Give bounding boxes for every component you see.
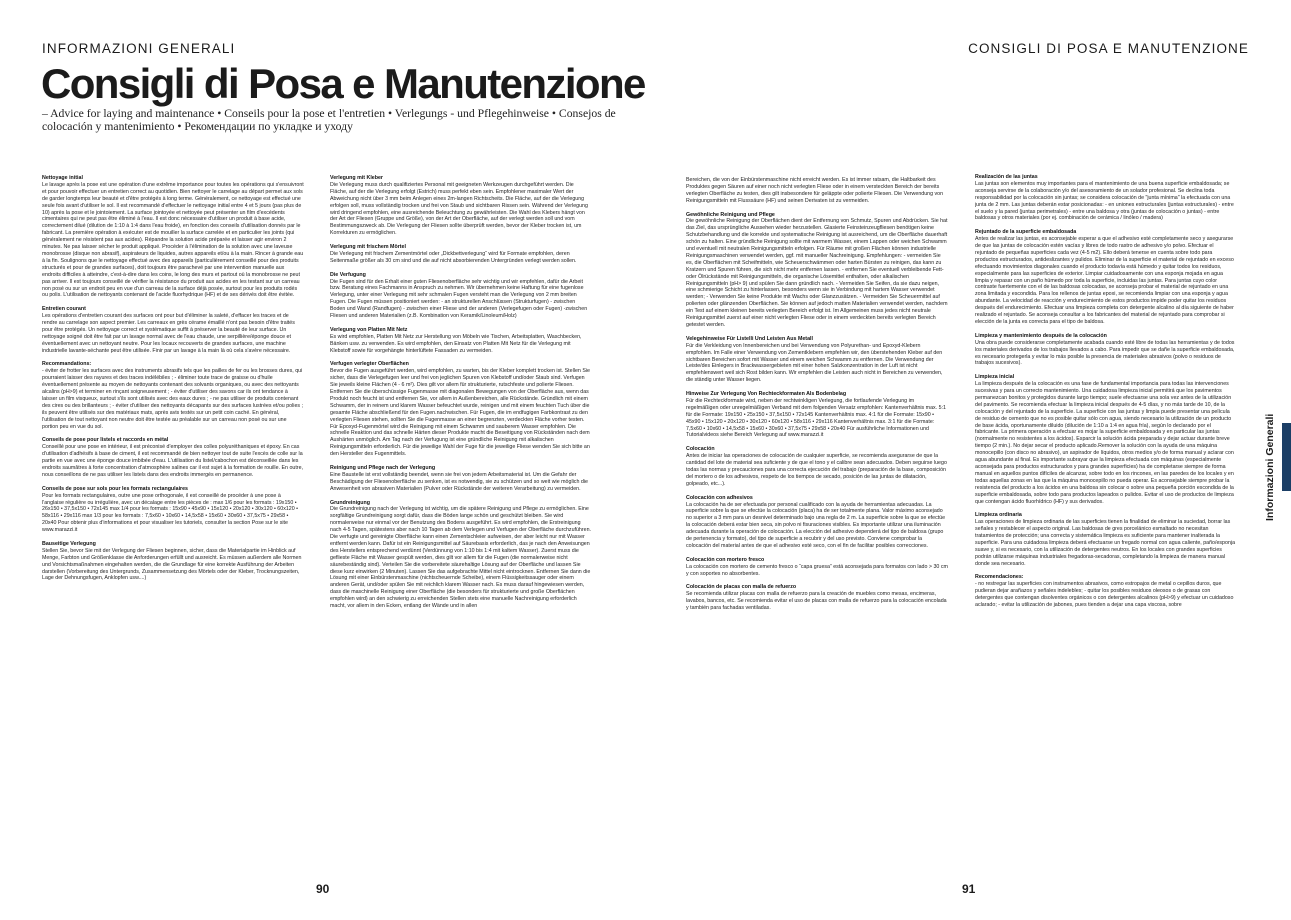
section-body: Für die Rechteckformate wird, neben der rechtwinkligen Verlegung, die fortlaufende Verlegung im regelmäßigen oder unregelmäßigen Verband mit dem folgenden Versatz empfohlen: Kantenverhältnis max. 5:1 für die Formate: 19x150 • 25x150 • 37,5x150 • 72x145 Kantenverhältnis max. 4:1 für die Formate: 15x90 • 45x90 • 15x120 • 20x120 • 30x120 • 60x120 • 58x116 • 29x116 Kantenverhältnis max. 3:1 für die Formate: 7,5x60 • 10x60 • 14,5x58 • 15x60 • 30x60 • 37,5x75 • 29x58 • 20x40 Für ausführliche Informationen und Tutorialvideos siehe Bereich Verlegung auf www.marazzi.it [686, 397, 946, 439]
text-column-4 [975, 174, 1237, 864]
text-section [42, 486, 304, 534]
section-body: La limpieza después de la colocación es una fase de fundamental importancia para todas las intervenciones sucesivas y para un correcto mantenimiento. Una cuidadosa limpieza inicial permitirá que los pavimentos permanezcan bonitos y protegidos durante largo tiempo; suele efectuarse una sola vez antes de la utilización del pavimento. Se recomienda efectuar la limpieza inicial después de 4-5 días, y no más tarde de 10, de la colocación y del rejuntado de la superficie. La superficie con las juntas y limpia puede presentar una película de residuo de cemento que no es posible quitar sólo con agua, siendo necesario la utilización de un producto de base ácida, oportunamente diluido (dilución de 1:10 a 1:4 en agua fría), según lo declarado por el fabricante. La primera operación a efectuar es mojar la superficie embaldosada y en particular las juntas (normalmente no resistentes a los ácidos). Esparcir la solución ácida preparada y dejar actuar durante breve tiempo (2 min.). No dejar secar el producto aplicado.Remover la solución con la ayuda de una máquina monocepillo (con disco no abrasivo), un aspirador de líquidos, otros medios y/o de forma manual y aclarar con agua abundante al final. Es importante subrayar que la limpieza efectuada con máquinas (especialmente aconsejada para productos estructurados y para grandes superficies) ha de completarse siempre de forma manual en aquellos puntos difíciles de alcanzar, sobre todo en los rincones, en las paredes de los locales y en todas aquellas zonas en las que la máquina monocepillo no pueda operar. Es aconsejable siempre probar la resistencia del producto a los ácidos en una baldosa sin colocar o sobre una pequeña porción escondida de la superficie embaldosada, sobre todo para productos lapeados o pulidos. Evitar el uso de productos de limpieza que contengan ácido fluorhídrico (HF) y sus derivados. [975, 381, 1234, 505]
section-body: Le lavage après la pose est une opération d'une extrême importance pour toutes les opérations qui s'ensuivront et pour pouvoir effectuer un entretien correct au quotidien. Bien nettoyer le carrelage au départ permet aux sols de garder longtemps leur beauté et d'être protégés à long terme. Généralement, ce nettoyage est effectué une seule fois avant d'utiliser le sol. Il est recommandé d'effectuer le nettoyage initial entre 4 et 5 jours (pas plus de 10) après la pose et le jointoiement. La surface jointoyée et nettoyée peut présenter un film d'excédents cimentaires qui ne peut pas être éliminé à l'eau. Il est donc nécessaire d'utiliser un produit à base acide, correctement dilué (dilution de 1:10 à 1:4 dans l'eau froide), en fonction des conseils d'utilisation donnés par le fabricant. La première opération à exécuter est de mouiller la surface carrelée et en particulier les joints (qui généralement ne résistent pas aux acides). Répandre la solution acide préparée et laisser agir environ 2 minutes. Ne pas laisser sécher le produit appliqué. Procéder à l'élimination de la solution avec une laveuse monobrosse (disque non abrasif), aspirateurs de liquides, autres appareils et/ou à la main. Rincer à grande eau à la fin. Soulignons que le nettoyage effectué avec des appareils (particulièrement conseillé pour des produits structurés et pour de grandes surfaces), doit toujours être parachevé par une intervention manuelle aux endroits difficiles à atteindre, c'est-à-dire dans les coins, le long des murs et partout où la monobrosse ne peut pas arriver. Il est toujours conseillé de vérifier la résistance du produit aux acides en les testant sur un carreau non posé ou sur un endroit peu en vue d'un carreau de la surface déjà posée, surtout pour les produits rodés ou polis. L'utilisation de nettoyants contenant de l'acide fluorhydrique (HF) et de ses dérivés doit être évitée. [42, 181, 304, 299]
page-title: Consigli di Posa e Manutenzione [41, 60, 645, 107]
section-heading: Bauseitige Verlegung [42, 540, 96, 547]
section-body: La colocación con mortero de cemento fresco o “capa gruesa” está aconsejada para formatos con lado > 30 cm y con soportes no absorbentes. [686, 563, 948, 577]
page-number-left: 90 [316, 882, 330, 896]
section-body: Stellen Sie, bevor Sie mit der Verlegung der Fliesen beginnen, sicher, dass die Materialpartie im Hinblick auf Menge, Farbton und Größenklasse die Anforderungen erfüllt und ausreicht. Es müssen außerdem alle Normen und Vorsichtsmaßnahmen eingehalten werden, die die Grundlage für eine korrekte Ausführung der Arbeiten darstellen (Vorbereitung des Untergrunds, Zusammensetzung des Mörtels oder der Kleber, Trocknungszeiten, Lage der Dehnungsfugen, Anklopfen usw....) [42, 547, 302, 582]
section-heading: Recommandations: [42, 361, 92, 368]
section-body: Antes de iniciar las operaciones de colocación de cualquier superficie, se recomienda asegurarse de que la cantidad del lote de material sea suficiente y de que el tono y el calibre sean adecuados. Deben seguirse luego todas las normas y precauciones para una correcta ejecución del trabajo (preparación de la base, composición del mortero o de los adhesivos, respeto de los tiempos de secado, posición de las juntas de dilatación, golpeado, etc...). [686, 453, 947, 487]
section-heading: Verlegung mit frischem Mörtel [330, 244, 406, 251]
section-heading: Velegehinweise Für Listelli Und Leisten Aus Metall [686, 335, 813, 342]
text-section [975, 229, 1237, 326]
section-heading: Recomendaciones: [975, 574, 1024, 581]
subtitle: – Advice for laying and maintenance • Conseils pour la pose et l'entretien • Verlegungs - und Pflegehinweise • Consejos de colocación y mantenimiento • Рекомендации по укладке и уходу [42, 107, 616, 133]
section-body: Die Grundreinigung nach der Verlegung ist wichtig, um die spätere Reinigung und Pflege zu ermöglichen. Eine sorgfältige Grundreinigung sorgt dafür, dass die Böden lange schön und geschützt bleiben. Sie wird normalerweise nur einmal vor der Benutzung des Bodens ausgeführt. Es wird empfohlen, die Erstreinigung nach 4-5 Tagen, spätestens aber nach 10 Tagen ab dem Verlegen und Verfugen der Oberfläche durchzuführen. Die verfugte und gereinigte Oberfläche kann einen Zementschleier aufweisen, der aber leicht nur mit Wasser entfernt werden kann. Dafür ist ein Reinigungsmittel auf Säurebasis erforderlich, das je nach den Anweisungen des Herstellers entsprechend verdünnt (Verdünnung von 1:10 bis 1:4 mit kaltem Wasser). Zuerst muss die geflieste Fläche mit Wasser gespült werden, dies gilt vor allem für die Fugen (die normalerweise nicht säurebeständig sind). Verteilen Sie die vorbereitete säurehaltige Lösung auf der Oberfläche und lassen Sie diese kurz einwirken (2 Minuten). Lassen Sie das aufgebrachte Mittel nicht eintrocknen. Entfernen Sie dann die Lösung mit einer Einbürstenmaschine (nichtscheuernde Scheibe), einem Flüssigkeitssauger oder einem anderen Gerät, und/oder spülen Sie mit reichlich klarem Wasser nach. Es muss darauf hingewiesen werden, dass die maschinelle Reinigung einer Oberfläche (die besonders für strukturierte und große Oberflächen empfohlen wird) an den schwierig zu erreichenden Stellen stets eine manuelle Nachreinigung erforderlich macht, vor allem in den Ecken, entlang der Wände und in allen [330, 506, 592, 610]
section-heading: Grundreinigung [330, 499, 371, 506]
text-section [330, 500, 592, 611]
text-section [42, 437, 304, 478]
text-column-1 [42, 175, 304, 865]
section-heading: Hinweise Zur Verlegung Von Rechteckformaten Als Bodenbelag [686, 391, 847, 398]
section-body: - no restregar las superficies con instrumentos abrasivos, como estropajos de metal o cepillos duros, que pudieran dejar arañazos y señales indelebles; - quitar los posibles residuos oleosos o de grasas con detergentes que contengan disolventes orgánicos o con detergentes alcalinos (pH>9) y efectuar un cuidadoso aclarado; - evitar la utilización de jabones, pues tienden a dejar una capa viscosa, sobre [975, 581, 1234, 609]
text-section [330, 244, 592, 265]
section-heading: Colocación de placas con malla de refuerzo [686, 584, 797, 591]
section-body: Les opérations d'entretien courant des surfaces ont pour but d'éliminer la saleté, d'effacer les traces et de rendre au carrelage son aspect premier. Les carreaux en grès cérame émaillé n'ont pas besoin d'être traités pour être protégés. Un nettoyage correct et systématique suffit à préserver la beauté de leur surface. Un nettoyage soigné doit être fait par un lavage normal avec de l'eau chaude, une serpillière/éponge douce et éventuellement avec un nettoyant neutre. Pour les locaux recouverts de grandes surfaces, une machine industrielle lavante-séchante peut être utilisée. Finir par un lavage à la main là où cela s'avère nécessaire. [42, 313, 295, 354]
section-body: Las operaciones de limpieza ordinaria de las superficies tienen la finalidad de eliminar la suciedad, borrar las señales y restablecer el aspecto original. Las baldosas de gres porcelánico esmaltado no necesitan tratamientos de protección; una correcta y sistemática limpieza es suficiente para mantener inalterada la superficie. Para una cuidadosa limpieza deberá efectuarse un fregado normal con agua caliente, paño/esponja suave y, si es necesario, con la utilización de detergentes neutros. En los locales con grandes superficies podrán utilizarse máquinas industriales fregadoras-secadoras, completando la limpieza de manera manual donde sea necesario. [975, 519, 1236, 567]
section-heading: Realización de las juntas [975, 174, 1038, 180]
text-section [42, 361, 304, 430]
text-section [686, 584, 948, 612]
text-section [686, 212, 948, 329]
side-label-text: Informazioni Generali [1264, 413, 1276, 521]
section-body: La colocación ha de ser efectuada por personal cualificado con la ayuda de herramientas adecuadas. La superficie sobre la que se efectúe la colocación (placa) ha de ser totalmente plana. Valor máximo aconsejado no superior a 3 mm para un desnivel determinado bajo una regla de 2 m. La superficie sobre la que se efectúe la colocación deberá estar bien seca, sin polvo ni fisuraciones visibles. Es importante utilizar una iluminación adecuada durante la operación de colocación. La elección del adhesivo dependerá del tipo de baldosa (grupo de pertenencia y formato), del tipo de superficie a recubrir y del uso previsto. Conviene comprobar la colocación del material antes de que el adhesivo esté seco, con el fin de facilitar posibles correcciones. [686, 501, 946, 549]
page-number-right: 91 [962, 882, 976, 896]
section-heading: Entretien courant [42, 306, 86, 313]
text-section [686, 446, 948, 487]
section-body: Die Verlegung mit frischem Zementmörtel oder „Dickbettverlegung“ wird für Formate empfohlen, deren Seitenmaße größer als 30 cm sind und die auf nicht absorbierenden Untergründen verlegt werden sollen. [330, 250, 577, 264]
text-section [330, 272, 592, 320]
text-section [975, 512, 1237, 567]
section-heading: Reinigung und Pflege nach der Verlegung [330, 464, 436, 471]
text-section [330, 361, 592, 458]
section-heading: Colocación con mortero fresco [686, 556, 765, 563]
text-section [330, 327, 592, 355]
text-section [975, 333, 1237, 368]
text-section [330, 465, 592, 493]
section-heading: Rejuntado de la superficie embaldosada [975, 229, 1077, 236]
section-body: Conseillé pour une pose en intérieur, il est préconisé d'employer des colles polyuréthaniques et époxy. En cas d'utilisation d'adhésifs à base de ciment, il est recommandé de bien nettoyer tout de suite l'excès de colle sur la partie en vue avec une éponge douce imbibée d'eau. L'utilisation du listel/cabochon est déconseillée dans les endroits saumâtres à forte concentration d'atmosphère salines car il est sujet à la formation de rouille. En outre, nous conseillons de ne pas utiliser les listels dans des endroits immergés en permanence. [42, 444, 303, 478]
section-heading: Conseils de pose pour listels et raccords en métal [42, 437, 169, 444]
text-section [686, 495, 948, 550]
text-column-3 [686, 177, 948, 867]
section-heading: Verlegung von Platten Mit Netz [330, 326, 408, 333]
text-section [686, 336, 948, 384]
text-section [42, 306, 304, 354]
section-body: Las juntas son elementos muy importantes para el mantenimiento de una buena superficie embaldosada; se aconseja servirse de la colaboración y/o del asesoramiento de un solador profesional. Se declina toda responsabilidad por la colocación sin juntas; se considera colocación de "junta mínima" la efectuada con una junta de 2 mm. Las juntas deberán estar posicionadas: - en uniones estructurales (juntas estructurales) - entre el suelo y la pared (juntas perimetrales) - entre una baldosa y otra (juntas de colocación o juntas) - entre baldosas y otros materiales (por ej. combinación de cerámica / linóleo / madera) [975, 180, 1234, 222]
section-body: Se recomienda utilizar placas con malla de refuerzo para la creación de muebles como mesas, encimeras, lavabos, bancos, etc. Se recomienda evitar el uso de placas con malla de refuerzo para la colocación encolada y también para fachadas ventiladas. [686, 591, 947, 612]
section-heading: Colocación con adhesivos [686, 494, 753, 501]
side-tab-marker [1282, 423, 1291, 491]
section-heading: Die Verfugung [330, 271, 366, 278]
text-section [42, 175, 304, 299]
section-body: Es wird empfohlen, Platten Mit Netz zur Herstellung von Möbeln wie Tischen, Arbeitsplatten, Waschbecken, Bänken usw. zu verwenden. Es wird empfohlen, den Einsatz von Platten Mit Netz für die Verlegung mit Klebstoff sowie für vorgehängte hinterlüftete Fassaden zu vermeiden. [330, 333, 582, 354]
section-heading: Verlegung mit Kleber [330, 175, 383, 181]
side-label [1262, 413, 1276, 521]
text-section [42, 541, 304, 582]
section-heading: Verfugen verlegter Oberflächen [330, 361, 409, 368]
section-heading: Colocación [686, 446, 715, 453]
section-body: - éviter de frotter les surfaces avec des instruments abrasifs tels que les pailles de fer ou les brosses dures, qui pourraient laisser des rayures et des traces indélébiles ; - éliminer toute trace de graisse ou d'huile éventuellement présente au moyen de nettoyants contenant des solvants organiques, ou avec des nettoyants alcalins (pH>9) et terminer en rinçant soigneusement ; - éviter d'utiliser des savons car ils ont tendance à laisser un film visqueux, surtout s'ils sont utilisés avec des eaux dures ; - ne pas utiliser de produits contenant des cires ou des brillanteurs ; - éviter d'utiliser des nettoyants décapants sur des surfaces lustrées et/ou polies ; ils peuvent être utilisés sur des matériaux mats, après avis testés sur un petit coin caché. En général, l'utilisation de tout nettoyant non neutre doit être testée au préalable sur un carreau non posé ou sur une portion peu en vue du sol. [42, 368, 303, 430]
section-body: Una obra puede considerarse completamente acabada cuando esté libre de todas las herramientas y de todos los materiales derivados de los trabajos llevados a cabo. Para impedir que se dañe la superficie embaldosada, es necesario protegerla y evitar lo más posible la presencia de materiales abrasivos (polvo o residuos de trabajos sucesivos). [975, 339, 1235, 367]
text-column-2 [330, 175, 592, 865]
text-section [975, 174, 1237, 222]
text-section [330, 175, 592, 237]
text-section [975, 374, 1237, 505]
section-heading: Limpieza inicial [975, 374, 1015, 381]
text-section [686, 557, 948, 578]
text-section [686, 391, 948, 439]
section-body: Bereichen, die von der Einbürstenmaschine nicht erreicht werden. Es ist immer ratsam, die Haltbarkeit des Produktes gegen Säuren auf einer noch nicht verlegten Fliese oder in einem versteckten Bereich der bereits verlegten Oberfläche zu testen, dies gilt insbesondere für geläppte oder polierte Fliesen. Die Verwendung von Reinigungsmitteln mit Flusssäure (HF) und seinen Derivaten ist zu vermeiden. [686, 177, 944, 204]
text-section [686, 177, 948, 205]
section-body: Für die Verkleidung von Innenbereichen und bei Verwendung von Polyurethan- und Epoxyd-Klebern empfohlen. Im Falle einer Verwendung von Zementklebern empfehlen wir, den überstehenden Kleber auf den sichtbaren Bereichen sofort mit Wasser und einem weichen Schwamm zu entfernen. Die Verwendung der Leiste/des Einlegers in Brackwassergebieten mit einer hohen Salzkonzentration in der Luft ist nicht empfehlenswert weil sich Rost bilden kann. Wir empfehlen die Leisten auch nicht in Bereichen zu verwenden, die ständig unter Wasser liegen. [686, 342, 943, 384]
section-body: Die Fugen sind für den Erhalt einer guten Fliesenoberfläche sehr wichtig und wir empfehlen, dafür die Arbeit bzw. Beratung eines Fachmanns in Anspruch zu nehmen. Wir übernehmen keine Haftung für eine fugenlose Verlegung, unter einer Verlegung mit sehr schmalen Fugen versteht man die Verlegung von 2 mm breiten Fugen. Die Fugen müssen positioniert werden: - an strukturellen Anschlüssen (Strukturfugen) - zwischen Boden und Wand (Randfugen) - zwischen einer Fliese und der anderen (Verlegefugen oder Fugen) -zwischen Fliesen und anderen Materialien (z.B. Kombination von Keramik/Linoleum/Holz) [330, 278, 588, 320]
section-heading: Conseils de pose sur sols pour les formats rectangulaires [42, 485, 189, 492]
header-left: INFORMAZIONI GENERALI [42, 41, 236, 56]
section-heading: Limpieza ordinaria [975, 512, 1022, 519]
section-heading: Limpieza y mantenimiento después de la colocación [975, 332, 1107, 339]
header-right: CONSIGLI DI POSA E MANUTENZIONE [968, 41, 1249, 56]
section-body: Pour les formats rectangulaires, outre une pose orthogonale, il est conseillé de procéder à une pose à l'anglaise régulière ou irrégulière, avec un décalage entre les pièces de : max 1/6 pour les formats : 19x150 • 26x150 • 37,5x150 • 72x145 max 1/4 pour les formats : 15x90 • 45x90 • 15x120 • 20x120 • 30x120 • 60x120 • 58x116 • 29x116 max 1/3 pour les formats : 7,5x60 • 10x60 • 14,5x58 • 15x60 • 30x60 • 37,5x75 • 29x58 • 20x40 Pour obtenir plus d'informations et pour visualiser les tutoriels, consulter la section Pose sur le site www.marazzi.it [42, 492, 299, 534]
section-heading: Gewöhnliche Reinigung und Pflege [686, 211, 775, 218]
section-heading: Nettoyage initial [42, 175, 83, 181]
text-section [975, 574, 1237, 609]
section-body: Die Verlegung muss durch qualifiziertes Personal mit geeigneten Werkzeugen durchgeführt werden. Die Fläche, auf der die Verlegung erfolgt (Estrich) muss perfekt eben sein. Empfohlener maximaler Wert der Abweichung nicht über 3 mm beim Anlegen eines 2m-langen Richtscheits. Die Fläche, auf der die Verlegung erfolgen soll, muss vollständig trocken und frei von Staub und sichtbaren Rissen sein. Während der Verlegung wird dringend empfohlen, eine ausreichende Beleuchtung zu gewährleisten. Die Wahl des Klebers hängt von der Art der Fliesen (Gruppe und Größe), von der Art der Oberfläche, auf der verlegt werden soll und vom Bestimmungszweck ab. Die Verlegung der Fliesen sollte überprüft werden, bevor der Kleber trocken ist, um Korrekturen zu ermöglichen. [330, 181, 588, 237]
section-body: Die gewöhnliche Reinigung der Oberflächen dient der Entfernung von Schmutz, Spuren und Abdrücken. Sie hat das Ziel, das ursprüngliche Aussehen wieder herzustellen. Glasierte Feinsteinzeugfliesen benötigen keine Schutzbehandlung und die korrekte und systematische Reinigung ist ausreichend, um die Oberfläche dauerhaft schön zu halten. Eine gründliche Reinigung sollte mit warmem Wasser, einem Lappen oder weichen Schwamm und eventuell mit neutralen Reinigungsmitteln erfolgen. Für Räume mit großen Flächen können industrielle Reinigungsmaschinen verwendet werden, ggf. mit manueller Nachreinigung. Empfehlungen: - vermeiden Sie es, die Oberflächen mit Scheifmitteln, wie Scheuerschwämmen oder harten Bürsten zu reinigen, das kann zu Kratzern und Spuren führen, die sich nicht mehr entfernen lassen. - entfernen Sie eventuell verbleibende Fett- oder Ölrückstände mit Reinigungsmitteln, die organische Lösemittel enthalten, oder alkalischen Reinigungsmitteln (pH> 9) und spülen Sie dann gründlich nach. - Vermeiden Sie Seifen, da sie dazu neigen, eine schmierige Schicht zu hinterlassen, besonders wenn sie in Verbindung mit hartem Wasser verwendet werden; - Verwenden Sie keine Produkte mit Wachs oder Glanzzusätzen. - Vermeiden Sie Scheuermittel auf polierten oder glänzenden Oberflächen. Sie können auf jedoch matten Materialien verwendet werden, nachdem ein Test auf einem kleinen bereits verlegten Bereich erfolgt ist. Im Allgemeinen muss jedes nicht neutrale Reinigungsmittel zuerst auf einer nicht verlegten Fliese oder in einem verdeckten bereits verlegten Bereich getestet werden. [686, 218, 948, 329]
section-body: Eine Baustelle ist erst vollständig beendet, wenn sie frei von jedem Arbeitsmaterial ist. Um die Gefahr der Beschädigung der Fliesenoberfläche zu senken, ist es notwendig, sie zu schützen und so weit wie möglich die Anwesenheit von abrasiven Materialien (Pulver oder Rückstände der weiteren Verarbeitung) zu vermeiden. [330, 471, 588, 492]
section-body: Bevor die Fugen ausgeführt werden, wird empfohlen, zu warten, bis der Kleber komplett trocken ist. Stellen Sie sicher, dass die Verlegefugen leer und frei von jeglichen Spuren von Klebstoff und/oder Staub sind. Verfugen Sie jeweils kleine Flächen (4 - 6 m²). Dies gilt vor allem für strukturierte, rutschfeste und polierte Fliesen. Entfernen Sie die überschüssige Fugenmasse mit diagonalen Bewegungen von der Oberfläche aus, wenn das Produkt noch feucht ist und entfernen Sie, vor allem in Außenbereichen, alle Rückstände. Gründlich mit einem Schwamm, der in reinem und klarem Wasser befeuchtet wurde, reinigen und mit einem feuchten Tuch über die gesamte Fläche abschließend für den Fugen.nachwischen. Für Fugen, die im endfugigen Farbkontrast zu den verlegten Fliesen stehen, sollten Sie die Fugenmasse an einer begrenzten, verdeckten Fläche vorher testen. Für Epoxyd-Fugenmörtel wird die Reinigung mit einem Schwamm und sauberem Wasser empfohlen. Die schnelle Reaktion und das schnelle Härten dieser Produkte macht die Beseitigung von Rückständen nach dem Aushärten unmöglich. Am Tag nach der Verfugung ist eine gründliche Reinigung mit alkalischen Reinigungsmitteln erforderlich. Für die jeweilige Wahl der Fuge für die jeweilige Fliese wenden Sie sich bitte an den Hersteller des Fugenmittels. [330, 368, 590, 458]
section-body: Antes de realizar las juntas, es aconsejable esperar a que el adhesivo esté completamente seco y asegurarse de que las juntas de colocación estén vacías y libres de todo rastro de adhesivo y/o polvo. Efectuar el rejuntado de pequeñas superficies cada vez (4-5 m2). Ello deberá tenerse en cuenta sobre todo para productos estructurados, antideslizantes y pulidos. Eliminar de la superficie el material de rejuntado en exceso efectuando movimientos diagonales cuando el producto todavía está húmedo y quitar todos los residuos, especialmente para las superficies de exterior. Limpiar cuidadosamente con una esponja mojada en agua limpia y repasar con un paño húmedo por toda la superficie, incluidas las juntas. Para juntas cuyo color contraste fuertemente con el de las baldosas colocadas, se aconseja probar el material de rejuntado en una zona limitada y escondida. Para los rellenos de juntas epoxi, se recomienda limpiar con una esponja y agua abundante. La velocidad de reacción y endurecimiento de estos productos impide poder quitar los residuos después del endurecimiento. Efectuar una limpieza completa con detergente alcalino al día siguiente de haber realizado el rejuntado. Se aconseja consultar a los fabricantes del material de rejuntado para comprobar si elección de la junta es correcta para el tipo de baldosa. [975, 236, 1234, 326]
